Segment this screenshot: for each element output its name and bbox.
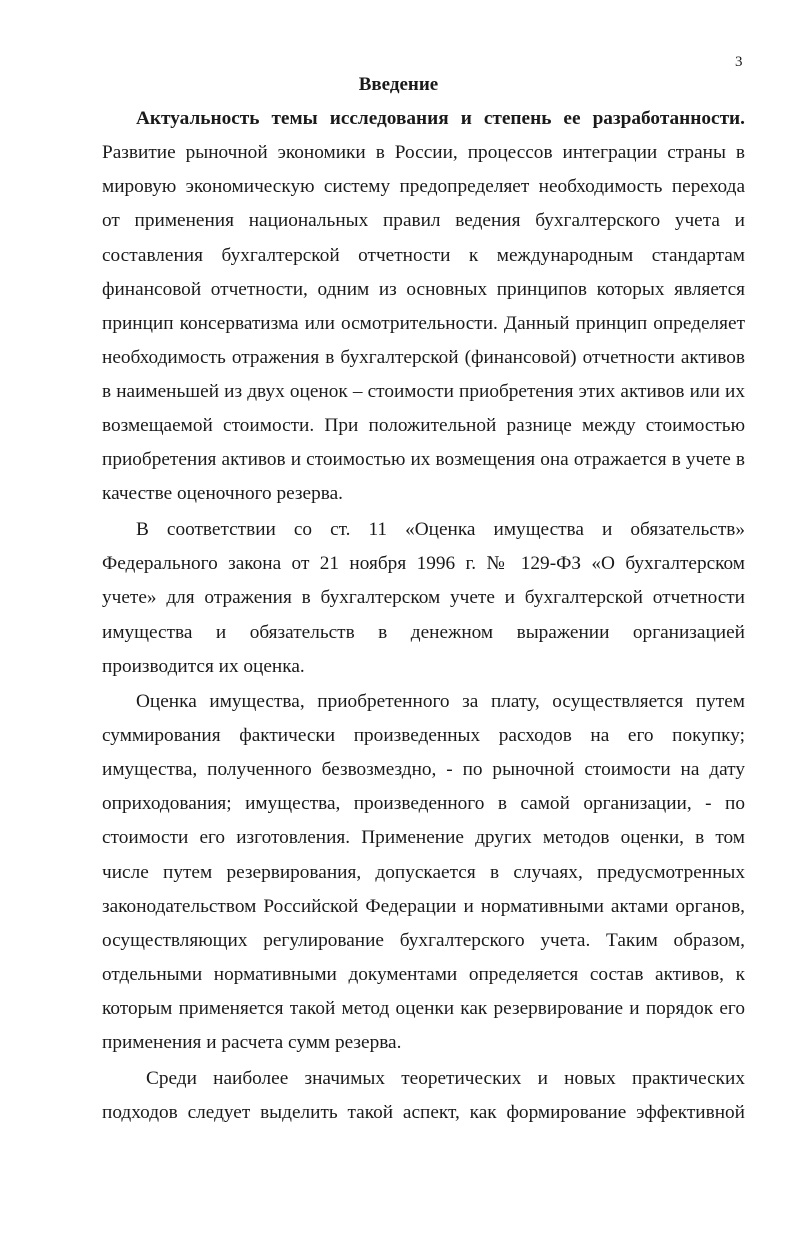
text-line: которым применяется такой метод оценки как резервирование и порядок его xyxy=(102,998,745,1019)
text-line: имущества, полученного безвозмездно, - по рыночной стоимости на дату xyxy=(102,759,745,780)
text-line: Оценка имущества, приобретенного за плату, осуществляется путем xyxy=(136,691,745,712)
text-line: имущества и обязательств в денежном выражении организацией xyxy=(102,622,745,643)
text-line: от применения национальных правил ведения бухгалтерского учета и xyxy=(102,210,745,231)
text-line: отдельными нормативными документами определяется состав активов, к xyxy=(102,964,745,985)
text-line: в наименьшей из двух оценок – стоимости приобретения этих активов или их xyxy=(102,381,745,402)
text-line: Актуальность темы исследования и степень ее разработанности. xyxy=(136,108,745,129)
text-line: учете» для отражения в бухгалтерском учете и бухгалтерской отчетности xyxy=(102,587,745,608)
text-line: приобретения активов и стоимостью их возмещения она отражается в учете в xyxy=(102,449,745,470)
text-line: В соответствии со ст. 11 «Оценка имущества и обязательств» xyxy=(136,519,745,540)
text-line: числе путем резервирования, допускается в случаях, предусмотренных xyxy=(102,862,745,883)
text-line: составления бухгалтерской отчетности к международным стандартам xyxy=(102,245,745,266)
text-line: суммирования фактически произведенных расходов на его покупку; xyxy=(102,725,745,746)
text-line: оприходования; имущества, произведенного в самой организации, - по xyxy=(102,793,745,814)
text-line: подходов следует выделить такой аспект, как формирование эффективной xyxy=(102,1102,745,1123)
text-line: Развитие рыночной экономики в России, процессов интеграции страны в xyxy=(102,142,745,163)
text-line: осуществляющих регулирование бухгалтерского учета. Таким образом, xyxy=(102,930,745,951)
text-line: производится их оценка. xyxy=(102,656,305,677)
text-line: Среди наиболее значимых теоретических и новых практических xyxy=(146,1068,745,1089)
text-line: Федерального закона от 21 ноября 1996 г. № 129-ФЗ «О бухгалтерском xyxy=(102,553,745,574)
text-line: качестве оценочного резерва. xyxy=(102,483,343,504)
text-line: принцип консерватизма или осмотрительности. Данный принцип определяет xyxy=(102,313,745,334)
text-line: возмещаемой стоимости. При положительной разнице между стоимостью xyxy=(102,415,745,436)
text-line: необходимость отражения в бухгалтерской (финансовой) отчетности активов xyxy=(102,347,745,368)
text-line: мировую экономическую систему предопределяет необходимость перехода xyxy=(102,176,745,197)
page-number: 3 xyxy=(735,54,743,70)
text-line: финансовой отчетности, одним из основных принципов которых является xyxy=(102,279,745,300)
text-line: законодательством Российской Федерации и нормативными актами органов, xyxy=(102,896,745,917)
text-line: применения и расчета сумм резерва. xyxy=(102,1032,402,1053)
text-line: стоимости его изготовления. Применение других методов оценки, в том xyxy=(102,827,745,848)
page-title: Введение xyxy=(358,74,439,95)
